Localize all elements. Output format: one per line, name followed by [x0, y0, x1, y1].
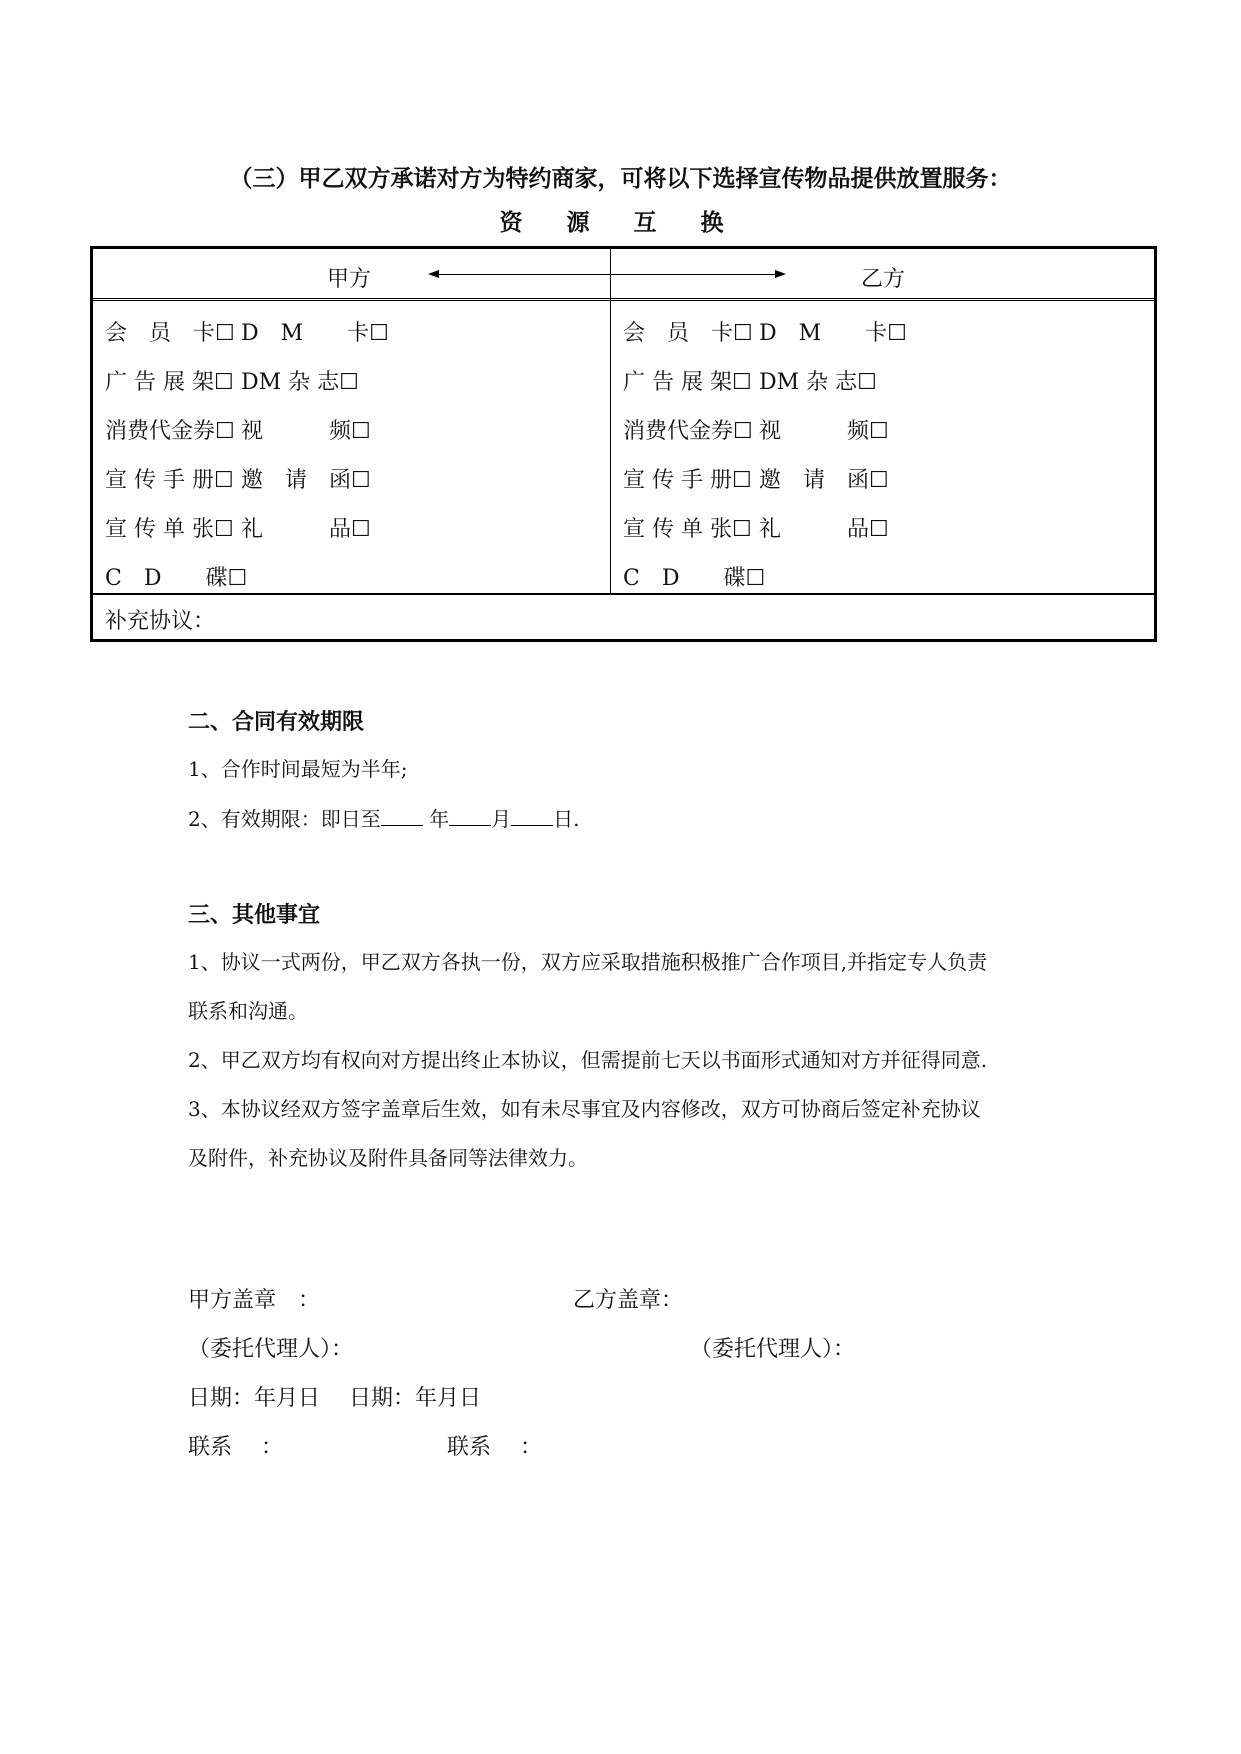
list-item: 宣 传 手 册☐ 邀 请 函☐	[623, 468, 889, 493]
party-a-contact: 联系 ：	[188, 1435, 283, 1460]
arrow-right-icon	[611, 274, 776, 275]
list-item: 宣 传 单 张☐ 礼 品☐	[623, 517, 889, 542]
list-item: 广 告 展 架☐ DM 杂 志☐	[105, 370, 359, 395]
section2-title: 二、合同有效期限	[188, 710, 365, 735]
section3-item1-line1: 1、协议一式两份，甲乙双方各执一份，双方应采取措施积极推广合作项目,并指定专人负责	[188, 950, 988, 974]
list-item: 消费代金券☐ 视 频☐	[105, 419, 371, 444]
list-item: C D 碟☐	[623, 566, 766, 591]
section2-item1: 1、合作时间最短为半年;	[188, 757, 408, 781]
list-item: 广 告 展 架☐ DM 杂 志☐	[623, 370, 877, 395]
list-item: 宣 传 单 张☐ 礼 品☐	[105, 517, 371, 542]
list-item: 消费代金券☐ 视 频☐	[623, 419, 889, 444]
party-a-label: 甲方	[327, 267, 372, 292]
party-a-items	[105, 306, 575, 600]
arrow-left-icon	[438, 274, 610, 275]
table-title: 资 源 互 换	[499, 210, 742, 236]
party-b-label: 乙方	[861, 267, 906, 292]
list-item: 会 员 卡☐ D M 卡☐	[105, 321, 389, 346]
section3-item1-line2: 联系和沟通。	[188, 999, 308, 1023]
party-b-seal: 乙方盖章：	[573, 1288, 684, 1313]
table-header	[93, 249, 1154, 301]
section3-item3-line2: 及附件，补充协议及附件具备同等法律效力。	[188, 1146, 588, 1170]
section3-title: 三、其他事宜	[188, 903, 321, 928]
section-intro: （三）甲乙双方承诺对方为特约商家，可将以下选择宣传物品提供放置服务：	[229, 166, 1012, 192]
resource-exchange-table	[90, 246, 1157, 642]
party-b-items	[623, 306, 1093, 600]
list-item: C D 碟☐	[105, 566, 248, 591]
party-b-contact: 联系 ：	[447, 1435, 542, 1460]
party-a-agent: （委托代理人）：	[188, 1337, 354, 1362]
party-b-agent: （委托代理人）：	[690, 1337, 856, 1362]
section3-item2: 2、甲乙双方均有权向对方提出终止本协议，但需提前七天以书面形式通知对方并征得同意.	[188, 1048, 988, 1072]
section2-item2: 2、有效期限：即日至 年 月 日.	[188, 807, 580, 831]
list-item: 宣 传 手 册☐ 邀 请 函☐	[105, 468, 371, 493]
section3-item3-line1: 3、本协议经双方签字盖章后生效，如有未尽事宜及内容修改，双方可协商后签定补充协议	[188, 1097, 981, 1121]
list-item: 会 员 卡☐ D M 卡☐	[623, 321, 907, 346]
supplement-agreement: 补充协议：	[105, 609, 216, 634]
signature-dates: 日期：年月日 日期：年月日	[188, 1386, 481, 1411]
column-divider	[610, 249, 611, 595]
party-a-seal: 甲方盖章 ：	[188, 1288, 321, 1313]
